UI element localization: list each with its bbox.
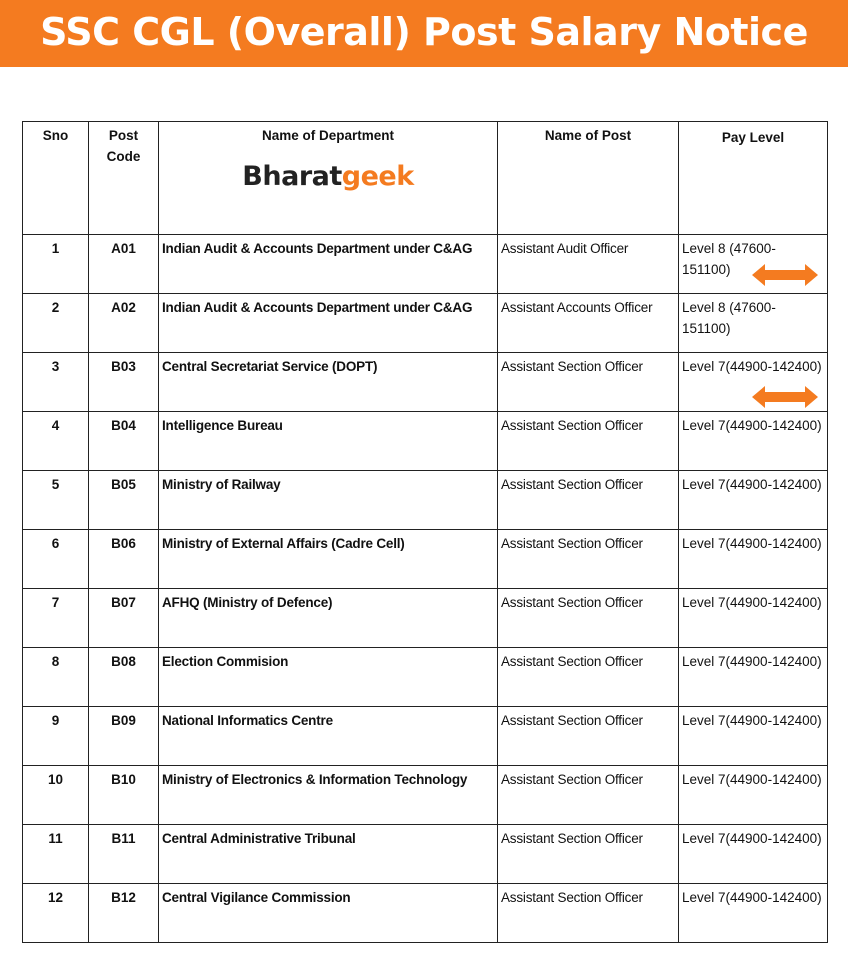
cell-code: B06 [89, 530, 159, 589]
cell-post: Assistant Section Officer [498, 412, 679, 471]
cell-code: B09 [89, 707, 159, 766]
table-row [23, 294, 828, 353]
table-row [23, 353, 828, 412]
cell-department: Ministry of Railway [159, 471, 498, 530]
cell-post: Assistant Section Officer [498, 766, 679, 825]
cell-sno: 4 [23, 412, 89, 471]
cell-sno: 12 [23, 884, 89, 943]
cell-post: Assistant Audit Officer [498, 235, 679, 294]
cell-sno: 9 [23, 707, 89, 766]
cell-pay: Level 8 (47600-151100) [679, 235, 828, 294]
cell-pay: Level 7(44900-142400) [679, 471, 828, 530]
cell-post: Assistant Section Officer [498, 589, 679, 648]
table-row [23, 471, 828, 530]
salary-table [22, 121, 828, 943]
header-department [159, 122, 498, 235]
cell-sno: 10 [23, 766, 89, 825]
cell-pay: Level 7(44900-142400) [679, 412, 828, 471]
cell-sno: 2 [23, 294, 89, 353]
table-row [23, 589, 828, 648]
cell-sno: 11 [23, 825, 89, 884]
cell-post: Assistant Section Officer [498, 471, 679, 530]
cell-pay: Level 7(44900-142400) [679, 589, 828, 648]
cell-department: Central Administrative Tribunal [159, 825, 498, 884]
double-arrow-icon [752, 384, 818, 410]
bharatgeek-logo: Bharatgeek [242, 161, 414, 192]
cell-sno: 3 [23, 353, 89, 412]
cell-pay: Level 8 (47600-151100) [679, 294, 828, 353]
cell-department: National Informatics Centre [159, 707, 498, 766]
cell-post: Assistant Section Officer [498, 707, 679, 766]
table-row [23, 884, 828, 943]
cell-post: Assistant Section Officer [498, 648, 679, 707]
cell-sno: 1 [23, 235, 89, 294]
cell-code: B11 [89, 825, 159, 884]
cell-code: B04 [89, 412, 159, 471]
header-post-code: Post Code [89, 122, 159, 235]
table-row [23, 648, 828, 707]
cell-pay: Level 7(44900-142400) [679, 648, 828, 707]
cell-pay: Level 7(44900-142400) [679, 825, 828, 884]
cell-department: AFHQ (Ministry of Defence) [159, 589, 498, 648]
cell-post: Assistant Accounts Officer [498, 294, 679, 353]
cell-sno: 8 [23, 648, 89, 707]
cell-post: Assistant Section Officer [498, 825, 679, 884]
cell-pay: Level 7(44900-142400) [679, 766, 828, 825]
cell-sno: 7 [23, 589, 89, 648]
cell-code: B05 [89, 471, 159, 530]
cell-department: Indian Audit & Accounts Department under C&AG [159, 235, 498, 294]
table-header-row [23, 122, 828, 235]
cell-sno: 5 [23, 471, 89, 530]
cell-code: B12 [89, 884, 159, 943]
cell-post: Assistant Section Officer [498, 884, 679, 943]
title-banner [0, 0, 848, 67]
cell-code: B08 [89, 648, 159, 707]
cell-sno: 6 [23, 530, 89, 589]
header-pay-level: Pay Level [679, 122, 828, 235]
cell-post: Assistant Section Officer [498, 530, 679, 589]
table-body [23, 235, 828, 943]
cell-post: Assistant Section Officer [498, 353, 679, 412]
cell-pay: Level 7(44900-142400) [679, 707, 828, 766]
header-sno: Sno [23, 122, 89, 235]
table-row [23, 235, 828, 294]
table-row [23, 825, 828, 884]
cell-code: B07 [89, 589, 159, 648]
cell-pay: Level 7(44900-142400) [679, 884, 828, 943]
double-arrow-icon [752, 262, 818, 288]
table-row [23, 766, 828, 825]
cell-department: Ministry of External Affairs (Cadre Cell) [159, 530, 498, 589]
cell-department: Intelligence Bureau [159, 412, 498, 471]
cell-department: Election Commision [159, 648, 498, 707]
header-department-label: Name of Department [261, 128, 395, 143]
cell-pay: Level 7(44900-142400) [679, 530, 828, 589]
cell-department: Central Vigilance Commission [159, 884, 498, 943]
cell-code: A01 [89, 235, 159, 294]
header-post: Name of Post [498, 122, 679, 235]
cell-department: Ministry of Electronics & Information Technology [159, 766, 498, 825]
cell-code: B10 [89, 766, 159, 825]
table-row [23, 530, 828, 589]
cell-code: A02 [89, 294, 159, 353]
cell-department: Indian Audit & Accounts Department under C&AG [159, 294, 498, 353]
table-row [23, 707, 828, 766]
cell-pay: Level 7(44900-142400) [679, 353, 828, 412]
table-row [23, 412, 828, 471]
cell-code: B03 [89, 353, 159, 412]
page-title: SSC CGL (Overall) Post Salary Notice [40, 10, 808, 54]
cell-department: Central Secretariat Service (DOPT) [159, 353, 498, 412]
